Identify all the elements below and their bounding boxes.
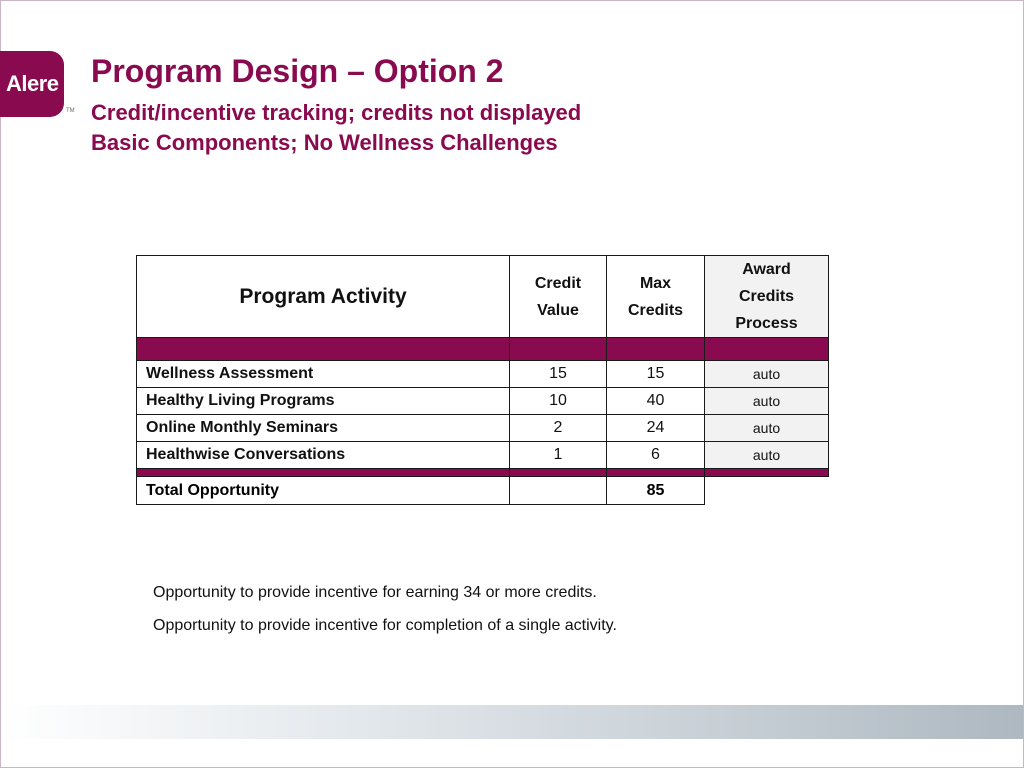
band-cell: [705, 469, 829, 477]
total-separator-band: [137, 469, 829, 477]
header-award-line2: Credits: [738, 288, 795, 305]
band-cell: [510, 469, 607, 477]
band-cell: [607, 338, 705, 361]
credit-value-cell: 15: [510, 361, 607, 388]
band-cell: [607, 469, 705, 477]
activity-cell: Healthwise Conversations: [137, 442, 510, 469]
total-max-credits-cell: 85: [607, 477, 705, 505]
total-award-cell: [705, 477, 829, 505]
logo-trademark: TM: [66, 108, 75, 114]
band-cell: [137, 469, 510, 477]
activity-cell: Wellness Assessment: [137, 361, 510, 388]
band-cell: [137, 338, 510, 361]
award-process-cell: auto: [705, 361, 829, 388]
note-credits-incentive: Opportunity to provide incentive for earning 34 or more credits.: [153, 584, 597, 601]
page-title: Program Design – Option 2: [91, 53, 504, 89]
section-band: [137, 338, 829, 361]
credit-value-cell: 2: [510, 415, 607, 442]
header-award-credits-process: [705, 256, 829, 338]
alere-logo: [0, 51, 64, 117]
max-credits-cell: 15: [607, 361, 705, 388]
award-process-cell: auto: [705, 442, 829, 469]
band-cell: [705, 338, 829, 361]
table-header-row: [137, 256, 829, 338]
credit-value-cell: 10: [510, 388, 607, 415]
award-process-cell: auto: [705, 388, 829, 415]
band-cell: [510, 338, 607, 361]
header-credit-value-line1: Credit: [534, 274, 582, 292]
total-row: [137, 477, 829, 505]
logo-text: Alere: [6, 71, 59, 96]
table-row: [137, 361, 829, 388]
table-row: [137, 442, 829, 469]
total-label-cell: Total Opportunity: [137, 477, 510, 505]
header-max-credits: [607, 256, 705, 338]
award-process-cell: auto: [705, 415, 829, 442]
max-credits-cell: 6: [607, 442, 705, 469]
table-row: [137, 388, 829, 415]
header-program-activity: Program Activity: [137, 256, 510, 338]
subtitle-components: Basic Components; No Wellness Challenges: [91, 130, 558, 155]
table-row: [137, 415, 829, 442]
activity-cell: Healthy Living Programs: [137, 388, 510, 415]
credit-value-cell: 1: [510, 442, 607, 469]
header-award-line3: Process: [735, 315, 798, 332]
max-credits-cell: 40: [607, 388, 705, 415]
footer-gradient-band: [1, 705, 1023, 739]
total-credit-value-cell: [510, 477, 607, 505]
max-credits-cell: 24: [607, 415, 705, 442]
activity-cell: Online Monthly Seminars: [137, 415, 510, 442]
header-award-line1: Award: [742, 261, 791, 278]
header-max-credits-line2: Credits: [627, 301, 684, 319]
header-credit-value-line2: Value: [537, 301, 579, 319]
header-credit-value: [510, 256, 607, 338]
program-activity-table: [136, 255, 829, 505]
subtitle-tracking: Credit/incentive tracking; credits not displayed: [91, 100, 582, 125]
header-max-credits-line1: Max: [639, 274, 672, 292]
note-single-activity: Opportunity to provide incentive for completion of a single activity.: [153, 617, 617, 634]
